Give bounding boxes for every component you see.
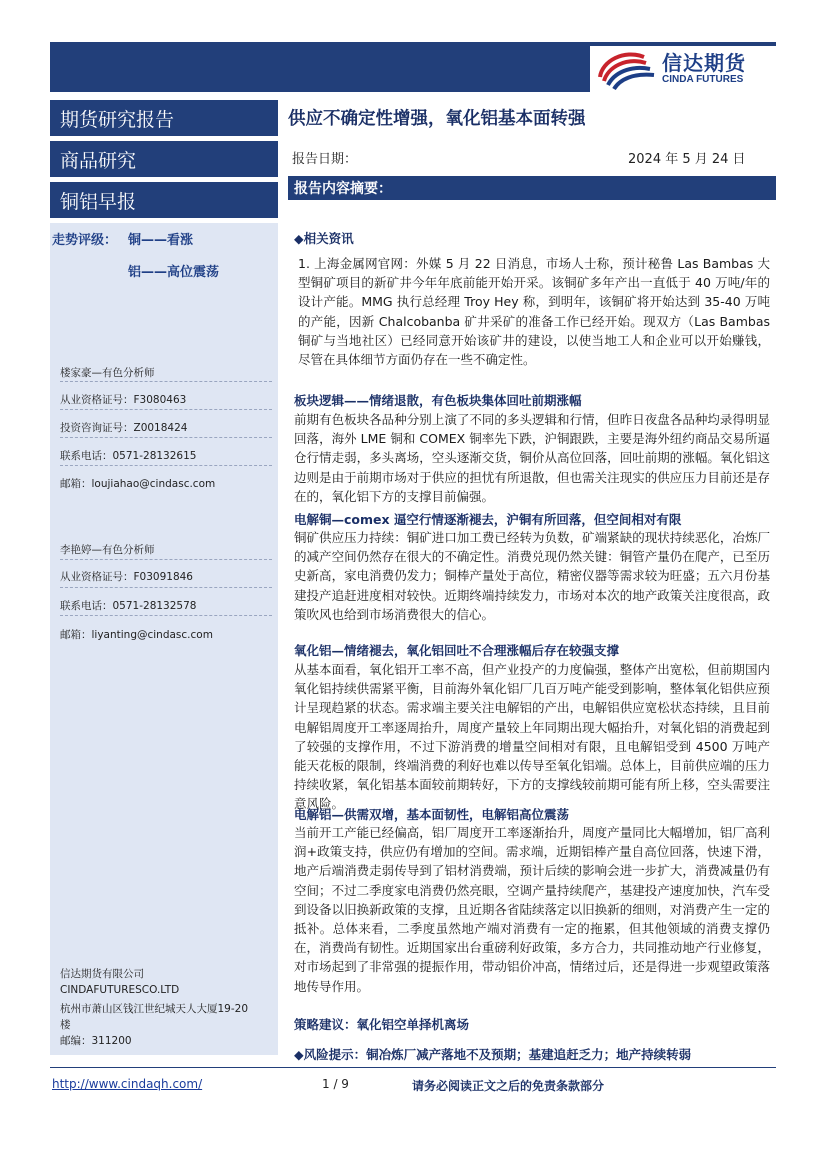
- analyst-phone: 联系电话：0571-28132615: [60, 450, 197, 462]
- analyst-name: 楼家豪—有色分析师: [60, 367, 155, 379]
- risk-warning: ◆风险提示：铜冶炼厂减产落地不及预期；基建追赶乏力；地产持续转弱: [294, 1047, 692, 1062]
- disclaimer-note: 请务必阅读正文之后的免责条款部分: [412, 1079, 605, 1093]
- report-type: 期货研究报告: [60, 108, 175, 131]
- analyst-email[interactable]: 邮箱：liyanting@cindasc.com: [60, 629, 213, 641]
- company-address: 杭州市萧山区钱江世纪城天人大厦19-20: [60, 1003, 249, 1015]
- analyst-name: 李艳婷—有色分析师: [60, 544, 155, 556]
- rating-label: 走势评级：: [52, 233, 118, 248]
- rating-copper: 铜——看涨: [128, 233, 194, 248]
- cinda-logo-icon: [594, 47, 658, 91]
- section-paragraph: 当前开工产能已经偏高，铝厂周度开工率逐渐抬升，周度产量同比大幅增加，铝厂高利润+政策支持，供应仍有增加的空间。需求端，近期铝棒产量自高位回落，快速下滑，地产后端消费走弱传导到了铝材消费端，预计后续的影响会进一步扩大，消费减量仍有空间；不过二季度家电消费仍然亮眼，空调产量持续爬产，基建投产速度加快，汽车受到设备以旧换新政策的支撑，且近期各省陆续落定以旧换新的细则，对消费产生一定的抵补。总体来看，二季度虽然地产端对消费有一定的拖累，但其他领域的消费支撑仍在，消费尚有韧性。近期国家出台重磅利好政策，多方合力，共同推动地产行业修复，对市场起到了非常强的提振作用，带动铝价冲高，情绪过后，还是得进一步观望政策落地传导作用。: [294, 825, 770, 994]
- section-paragraph: 铜矿供应压力持续：铜矿进口加工费已经转为负数，矿端紧缺的现状持续恶化，冶炼厂的减产空间仍然存在很大的不确定性。消费兑现仍然关键：铜管产量仍在爬产，已至历史新高，家电消费仍发力；铜棒产量处于高位，精密仪器等需求较为旺盛；五六月份基建投产追赶进度相对较快。近期终端持续发力，市场对本次的地产政策关注度很高，政策吹风也给到市场消费很大的信心。: [294, 530, 770, 622]
- summary-header: [288, 176, 776, 200]
- section-heading: 电解铝—供需双增，基本面韧性，电解铝高位震荡: [294, 807, 570, 822]
- analyst-phone: 联系电话：0571-28132578: [60, 600, 197, 612]
- section-heading: 电解铜—comex 逼空行情逐渐褪去，沪铜有所回落，但空间相对有限: [294, 512, 682, 527]
- summary-label: 报告内容摘要：: [294, 181, 392, 197]
- company-postcode: 邮编：311200: [60, 1035, 132, 1047]
- divider: [60, 465, 272, 466]
- section-paragraph: 前期有色板块各品种分别上演了不同的多头逻辑和行情，但昨日夜盘各品种均录得明显回落，海外 LME 铜和 COMEX 铜率先下跌，沪铜跟跌，主要是海外纽约商品交易所逼仓行情走弱，多头离场，空头逐渐交货，铜价从高位回落，回吐前期的涨幅。氧化铝这边则是由于前期市场对于供应的担忧有所退散，但也需关注现实的供应压力目前还是存在的，氧化铝下方的支撑目前偏强。: [294, 412, 770, 504]
- report-type-box: [50, 100, 278, 136]
- section-paragraph: 从基本面看，氧化铝开工率不高，但产业投产的力度偏强，整体产出宽松，但前期国内氧化铝持续供需紧平衡，目前海外氧化铝厂几百万吨产能受到影响，整体氧化铝供应预计呈现趋紧的状态。需求端主要关注电解铝的产出，电解铝供应宽松状态持续，且目前电解铝周度开工率逐周抬升，周度产量较上年同期出现大幅抬升，对氧化铝的消费起到了较强的支撑作用，不过下游消费的增量空间相对有限，且电解铝受到 4500 万吨产能天花板的限制，终端消费的利好也难以传导至氧化铝端。总体上，目前供应端的压力持续收紧，氧化铝基本面较前期转好，下方的支撑线较前期可能有所上移，空头需要注意风险。: [294, 662, 770, 812]
- category-box: [50, 141, 278, 177]
- page-title: 供应不确定性增强，氧化铝基本面转强: [288, 109, 586, 129]
- website-link[interactable]: http://www.cindaqh.com/: [52, 1077, 203, 1091]
- brand-logo: [590, 46, 776, 92]
- analyst-license: 从业资格证号：F03091846: [60, 571, 193, 583]
- analyst-email[interactable]: 邮箱：loujiahao@cindasc.com: [60, 478, 216, 490]
- page-number: 1 / 9: [322, 1077, 349, 1091]
- report-date-label: 报告日期：: [292, 152, 358, 167]
- brand-name-en: CINDA FUTURES: [662, 74, 744, 85]
- analyst-license: 从业资格证号：F3080463: [60, 394, 187, 406]
- section-heading: 板块逻辑——情绪退散，有色板块集体回吐前期涨幅: [294, 393, 582, 408]
- divider: [60, 437, 272, 438]
- brand-name-cn: 信达期货: [662, 51, 746, 75]
- company-name: 信达期货有限公司: [60, 968, 144, 980]
- divider: [60, 409, 272, 410]
- analyst-advisory: 投资咨询证号：Z0018424: [60, 422, 188, 434]
- divider: [60, 615, 272, 616]
- strategy-suggestion: 策略建议：氧化铝空单择机离场: [294, 1017, 470, 1032]
- company-address-cont: 楼: [60, 1019, 71, 1031]
- divider: [60, 559, 272, 560]
- footer-divider: [50, 1067, 776, 1068]
- section-heading: 氧化铝—情绪褪去，氧化铝回吐不合理涨幅后存在较强支撑: [294, 643, 620, 658]
- report-category: 商品研究: [60, 149, 137, 172]
- news-paragraph: 1. 上海金属网官网：外媒 5 月 22 日消息，市场人士称，预计秘鲁 Las Bambas 大型铜矿项目的新矿井今年年底前能开始开采。该铜矿多年产出一直低于 40 万吨/年的设计产能。MMG 执行总经理 Troy Hey 称，到明年，该铜矿将开始达到 35-40 万吨的产能，因新 Chalcobanba 矿井采矿的准备工作已经开始。现双方（Las Bambas 铜矿与当地社区）已经同意开始该矿井的建设，以使当地工人和企业可以开始赚钱，尽管在具体细节方面仍存在一些不确定性。: [298, 256, 770, 368]
- divider: [60, 587, 272, 588]
- news-heading: ◆相关资讯: [294, 231, 354, 246]
- report-name-box: [50, 182, 278, 218]
- report-name: 铜铝早报: [60, 190, 137, 213]
- rating-aluminum: 铝——高位震荡: [128, 265, 220, 280]
- company-site: CINDAFUTURESCO.LTD: [60, 984, 180, 996]
- report-date: 2024 年 5 月 24 日: [628, 152, 746, 167]
- divider: [60, 381, 272, 382]
